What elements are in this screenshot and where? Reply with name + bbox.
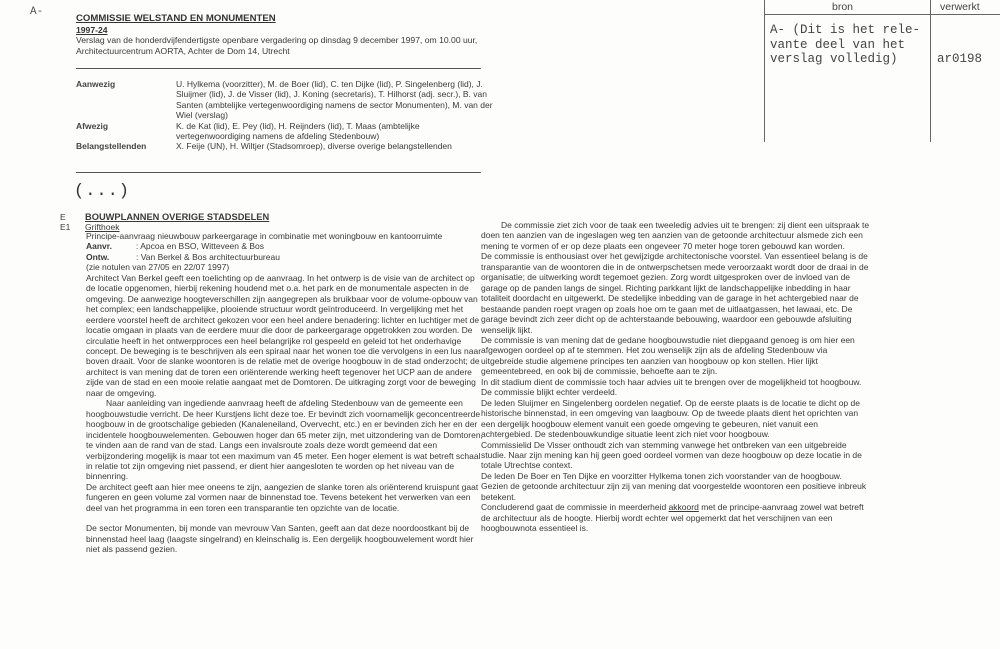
table-header-divider	[764, 14, 1000, 15]
conclusion-paragraph	[481, 502, 871, 533]
document-title: COMMISSIE WELSTAND EN MONUMENTEN	[76, 13, 276, 24]
report-code: 1997-24	[76, 24, 108, 35]
paragraph: De sector Monumenten, bij monde van mevrouw Van Santen, geeft aan dat deze noordoostkant bij de binnenstad heel laag (laagste singelrand) en kleinschalig is. Een dergelijk hoogbouwelement wordt hier niet als passend gezien.	[86, 523, 474, 555]
subsection-number: E1	[60, 222, 71, 233]
paragraph: De commissie is enthousiast over het gewijzigde architectonische voorstel. Van essentieel belang is de transparantie van de woontoren die in de ontwerpschetsen mede veroorzaakt wordt door de draai in de organisatie; de uitwerking wordt tegemoet gezien. Zorg wordt uitgesproken over de invloed van de garage op de panden langs de singel. Richting parkkant lijkt de landschappelijke inbedding in haar totaliteit doordacht en uitgewerkt. De stedelijke inbedding van de garage in het achtergebied naar de bestaande panden roept vragen op zoals hoe om te gaan met de uitlaatgassen, het lawaai, etc. De garage bevindt zich zeer dicht op de achterstaande bebouwing, waardoor een gebouwde afsluiting wenselijk lijkt.	[481, 251, 869, 335]
attendance-block	[76, 79, 496, 152]
table-border	[764, 0, 765, 142]
paragraph: De commissie is van mening dat de gedane hoogbouwstudie niet diepgaand genoeg is om hier een afgewogen oordeel op af te stemmen. Het zou wenselijk zijn als de afdeling Stedenbouw via uitgebreide studie algemene principes ten aanzien van hoogbouw op kon stellen. Hier lijkt gemeentebreed, en ook bij de commissie, behoefte aan te zijn.	[481, 334, 855, 377]
paragraph: Architect Van Berkel geeft een toelichting op de aanvraag. In het ontwerp is de visie van de architect op de locatie opgenomen, hierbij rekening houdend met o.a. het park en de monumentale aspecten in de omgeving. De aanwezige hoogteverschillen zijn aangegrepen als bruikbaar voor de volume-opbouw van het complex; een landschappelijke, plooiende structuur wordt geïntroduceerd. In vergelijking met het eerdere voorstel heeft de architect gekozen voor een heel andere benadering: lichter en luchtiger met de locatie omgaan in plaats van de eerdere muur die door de parkeergarage opgetrokken zou worden. De circulatie heeft in het ontwerpproces een heel belangrijke rol gespeeld en geleid tot het onderhavige concept. De beweging is te beschrijven als een spiraal naar het wonen toe die vervolgens in een lus naar boven draait. Voor de slanke woontoren is de relatie met de overige hoogbouw in de stad onderzocht; de architect is van mening dat de toren een oriënterende werking heeft tegenover het UCP aan de andere zijde van de stad en een mooie relatie aangaat met de Domtoren. De uitkraging zorgt voor de beweging naar de omgeving.	[86, 272, 482, 398]
table-header-verwerkt: verwerkt	[940, 1, 980, 13]
minutes-reference: (zie notulen van 27/05 en 22/07 1997)	[86, 262, 230, 273]
table-border	[930, 0, 931, 142]
paragraph: In dit stadium dient de commissie toch haar advies uit te brengen over de mogelijkheid tot hoogbouw. De commissie blijkt echter verdeeld.	[481, 376, 862, 398]
attendance-value: K. de Kat (lid), E. Pey (lid), H. Reijnders (lid), T. Maas (ambtelijke vertegenwoordiging namens de afdeling Stedenbouw)	[176, 120, 420, 142]
attendance-divider	[76, 172, 481, 173]
section-heading	[60, 212, 490, 233]
right-column	[481, 220, 871, 534]
processed-code: ar0198	[937, 52, 983, 66]
attendance-label: Belangstellenden	[76, 141, 147, 152]
left-column	[86, 231, 486, 555]
plan-description: Principe-aanvraag nieuwbouw parkeergarage in combinatie met woningbouw en kantoorruimte	[86, 231, 443, 241]
conclusion-text: Concluderend gaat de commissie in meerderheid	[481, 502, 669, 513]
document-subtitle: Verslag van de honderdvijfendertigste openbare vergadering op dinsdag 9 december 1997, om 10.00 uur, Architectuurcentrum AORTA, Achter de Dom 14, Utrecht	[76, 35, 478, 56]
attendance-row-absent	[76, 121, 496, 142]
attendance-row-present	[76, 79, 496, 121]
source-table	[764, 0, 1000, 142]
designer-value: : Van Berkel & Bos architectuurbureau	[136, 251, 280, 262]
margin-mark: A-	[30, 6, 44, 18]
source-note: A- (Dit is het rele- vante deel van het verslag volledig)	[770, 23, 921, 66]
attendance-value: X. Feije (UN), H. Wiltjer (Stadsomroep), diverse overige belangstellenden	[176, 141, 452, 152]
paragraph: Naar aanleiding van ingediende aanvraag heeft de afdeling Stedenbouw van de gemeente een hoogbouwstudie verricht. De heer Kurstjens licht deze toe. Er bevindt zich voornamelijk geconcentreerde hoogbouw in de grootschalige gebieden (Kanaleneiland, Overvecht, etc.) en er bevinden zich her en der incidentele hoogbouwelementen. Gebouwen hoger dan 65 meter zijn, met uitzondering van de Domtoren, te vinden aan de rand van de stad. Langs een invalsroute zoals deze wordt gemeend dat een verbijzondering mogelijk is maar tot een maximum van 45 meter. Een hoger element is wat betreft schaal in relatie tot zijn omgeving niet passend, er dient hier aangesloten te worden op het niveau van de binnenring.	[86, 398, 483, 482]
table-header-bron: bron	[832, 1, 854, 13]
section-number: E	[60, 212, 66, 222]
paragraph: De leden De Boer en Ten Dijke en voorzitter Hylkema tonen zich voorstander van de hoogbouw. Gezien de getoonde architectuur zijn zij van mening dat voorgestelde woontoren een positieve inbreuk betekent.	[481, 470, 867, 502]
paragraph: Commissielid De Visser onthoudt zich van stemming vanwege het ontbreken van een uitgebreide studie. Naar zijn mening kan hij geen goed oordeel vormen van deze hoogbouw op deze locatie in de totale Utrechtse context.	[481, 439, 862, 471]
omission-marker: (...)	[74, 182, 131, 201]
applicant-row	[86, 241, 486, 251]
attendance-row-interested	[76, 141, 496, 151]
applicant-value: : Apcoa en BSO, Witteveen & Bos	[136, 241, 265, 252]
conclusion-text: met de principe-aanvraag zowel wat betreft de architectuur als de hoogte. Hierbij wordt echter wel opgemerkt dat het verschijnen van een hoogbouwnota essentieel is.	[481, 502, 864, 534]
header-divider	[76, 68, 481, 69]
paragraph: De commissie ziet zich voor de taak een tweeledig advies uit te brengen: zij dient een uitspraak te doen ten aanzien van de ingeslagen weg ten aanzien van de getoonde architectuur alsmede zich een mening te vormen of er op deze plaats een ongeveer 70 meter hoge toren gebouwd kan worden.	[481, 220, 870, 251]
document-header	[76, 14, 481, 56]
attendance-label: Afwezig	[76, 120, 109, 131]
attendance-label: Aanwezig	[76, 79, 116, 89]
attendance-value: U. Hylkema (voorzitter), M. de Boer (lid), C. ten Dijke (lid), P. Singelenberg (lid), J. Sluijmer (lid), J. de Visser (lid), J. Koning (secretaris), T. Hilhorst (adj. secr.), B. van Santen (ambtelijke vertegenwoordiging namens de sector Monumenten), M. van der Wiel (verslag)	[176, 79, 493, 121]
designer-row	[86, 252, 486, 262]
section-title: BOUWPLANNEN OVERIGE STADSDELEN	[85, 212, 270, 222]
verdict-akkoord: akkoord	[668, 502, 699, 513]
subsection-title: Grifthoek	[85, 222, 120, 233]
designer-label: Ontw.	[86, 251, 110, 262]
paragraph: De architect geeft aan hier mee oneens te zijn, aangezien de slanke toren als oriënterend kruispunt gaat fungeren en geen volume zal vormen naar de binnenstad toe. Tevens betekent het verwerken van een deel van het programma in een toren een transparantie ten opzichte van de locatie.	[86, 481, 479, 513]
paragraph: De leden Sluijmer en Singelenberg oordelen negatief. Op de eerste plaats is de locatie te dicht op de historische binnenstad, in een omgeving van laagbouw. Op de tweede plaats dient het oprichten van een dergelijk hoogbouw element vanuit een goede omgeving te gebeuren, niet vanuit een achtergebied. De stedenbouwkundige situatie leent zich niet voor hoogbouw.	[481, 397, 860, 440]
applicant-label: Aanvr.	[86, 241, 112, 252]
